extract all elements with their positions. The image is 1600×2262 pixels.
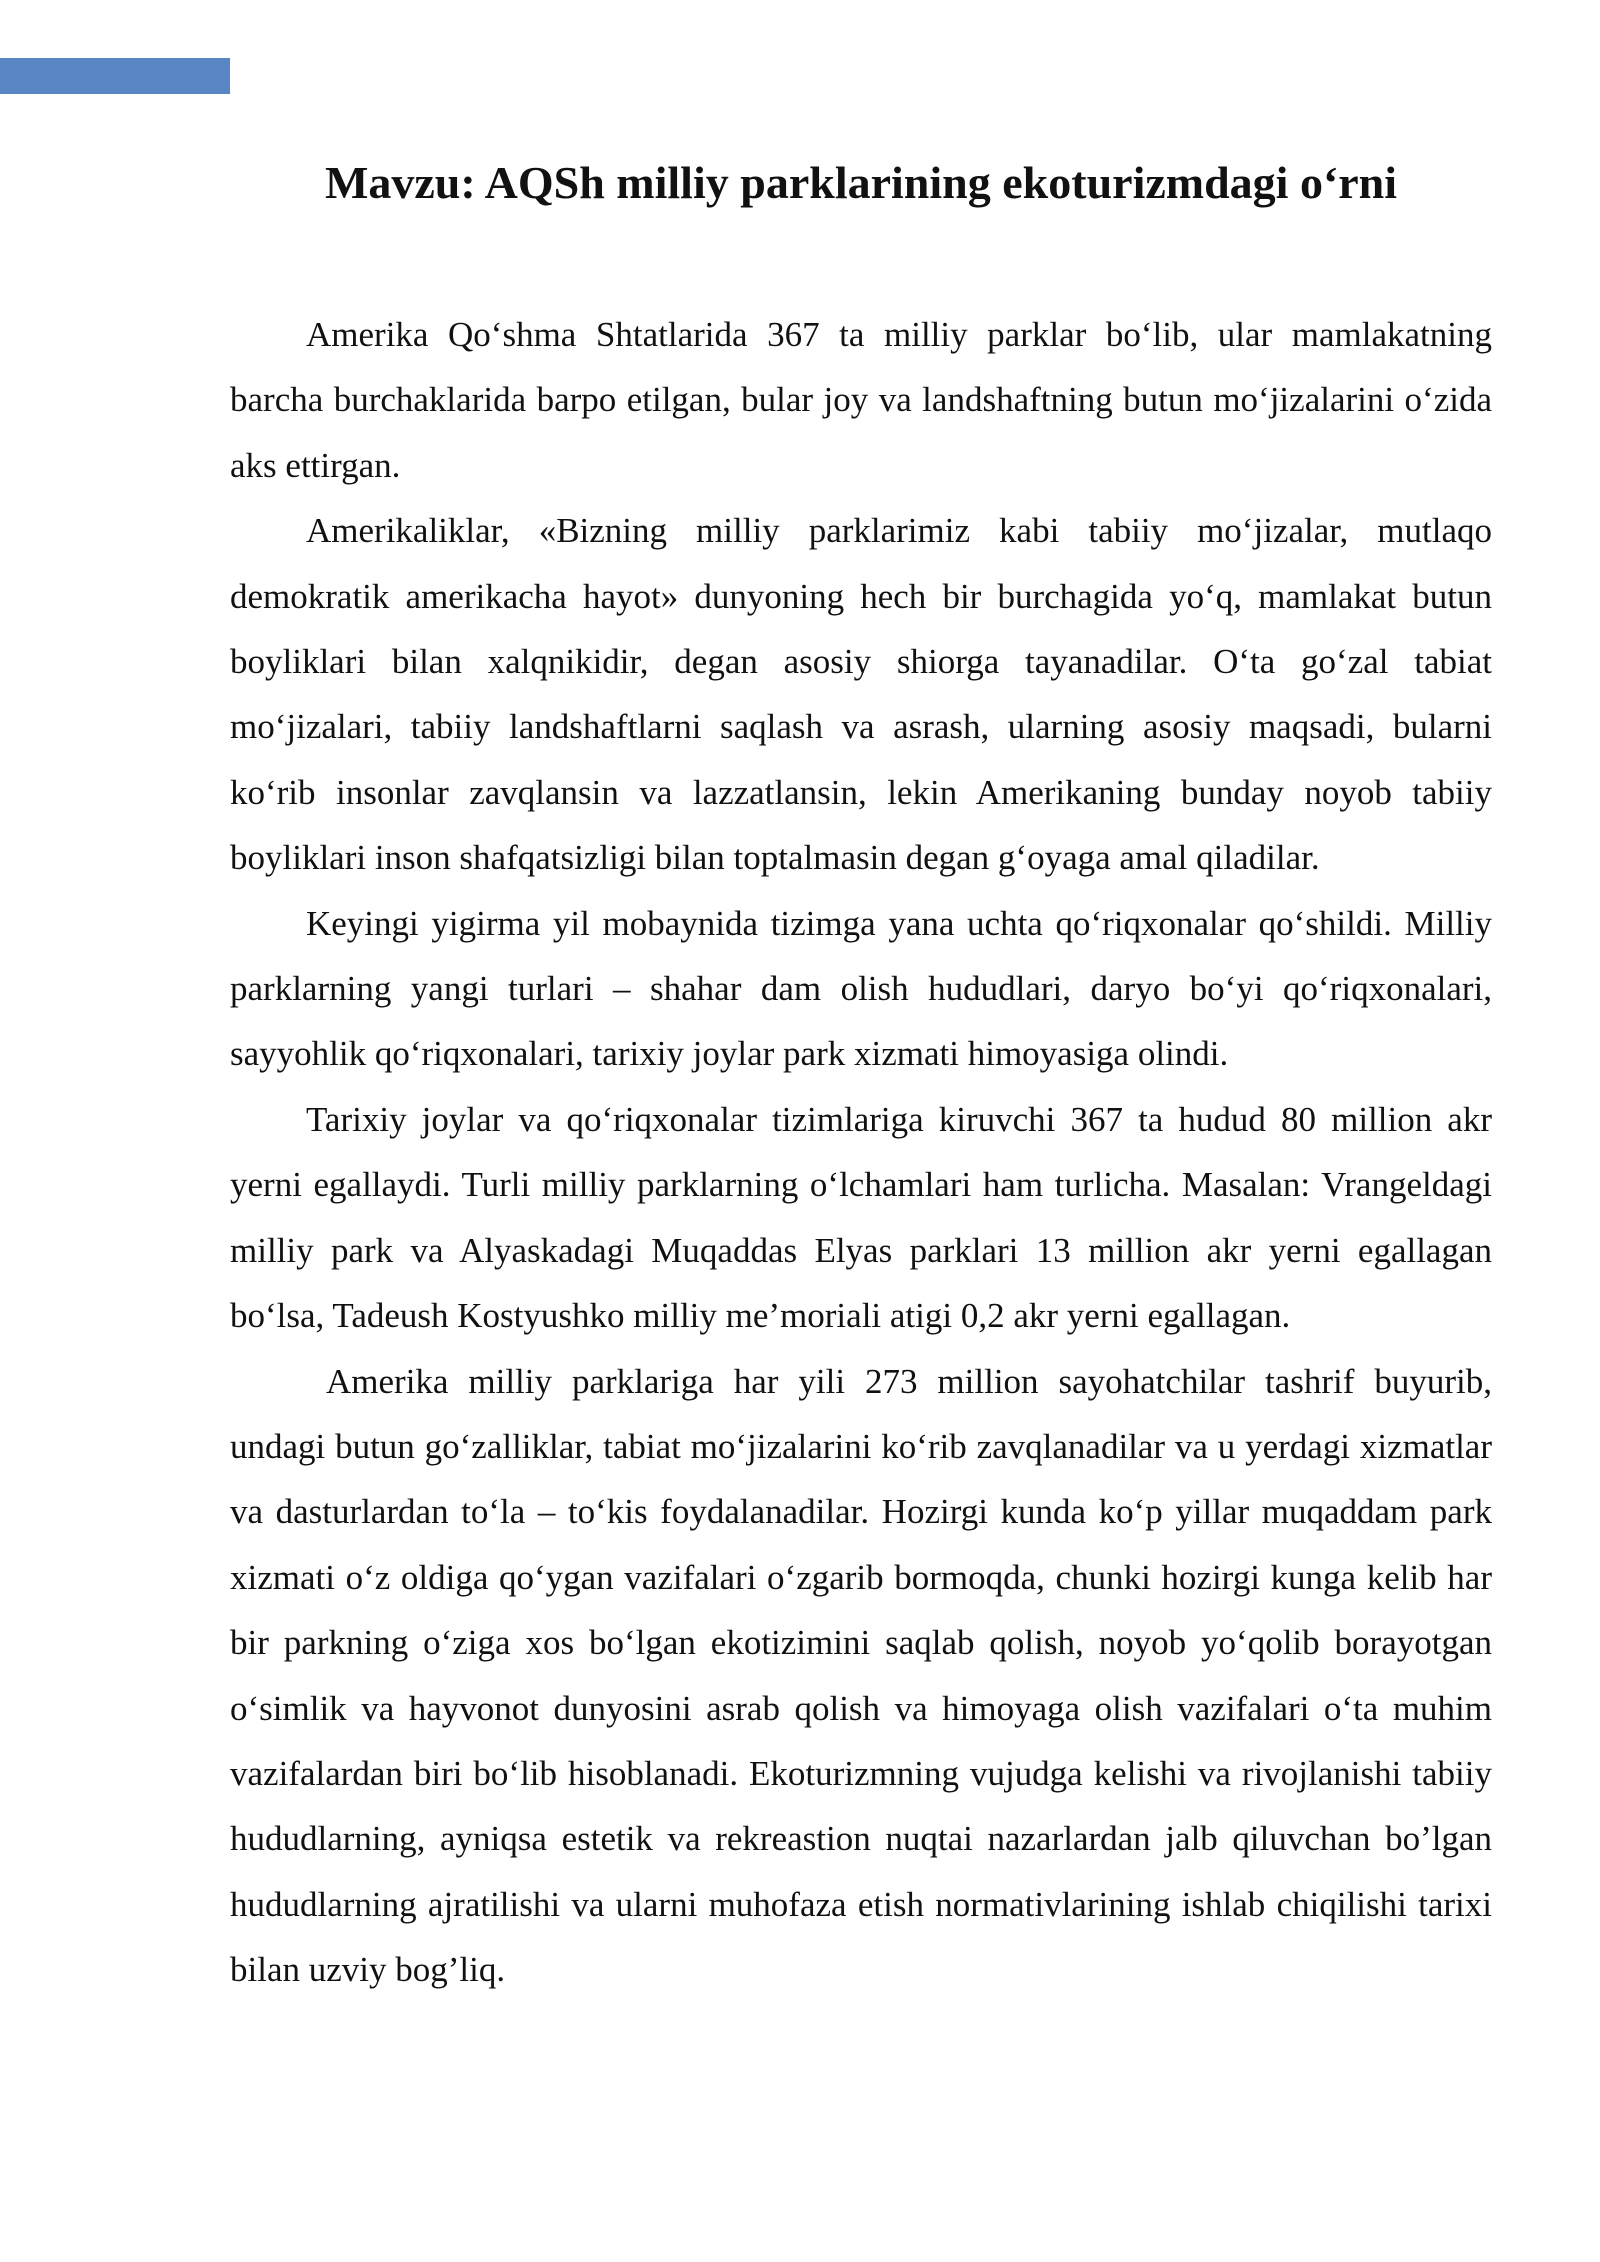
paragraph-5: Amerika milliy parklariga har yili 273 million sayohatchilar tashrif buyurib, undagi butun go‘zalliklar, tabiat mo‘jizalarini ko‘rib zavqlanadilar va u yerdagi xizmatlar va dasturlardan to‘la – to‘kis foydalanadilar. Hozirgi kunda ko‘p yillar muqaddam park xizmati o‘z oldiga qo‘ygan vazifalari o‘zgarib bormoqda, chunki hozirgi kunga kelib har bir parkning o‘ziga xos bo‘lgan ekotizimini saqlab qolish, noyob yo‘qolib borayotgan o‘simlik va hayvonot dunyosini asrab qolish va himoyaga olish vazifalari o‘ta muhim vazifalardan biri bo‘lib hisoblanadi. Ekoturizmning vujudga kelishi va rivojlanishi tabiiy hududlarning, ayniqsa estetik va rekreastion nuqtai nazarlardan jalb qiluvchan bo’lgan hududlarning ajratilishi va ularni muhofaza etish normativlarining ishlab chiqilishi tarixi bilan uzviy bog’liq. [230, 1361, 1492, 1990]
paragraph-4: Tarixiy joylar va qo‘riqxonalar tizimlariga kiruvchi 367 ta hudud 80 million akr yerni egallaydi. Turli milliy parklarning o‘lchamlari ham turlicha. Masalan: Vrangeldagi milliy park va Alyaskadagi Muqaddas Elyas parklari 13 million akr yerni egallagan bo‘lsa, Tadeush Kostyushko milliy me’moriali atigi 0,2 akr yerni egallagan. [230, 1099, 1492, 1336]
paragraph-1: Amerika Qo‘shma Shtatlarida 367 ta milliy parklar bo‘lib, ular mamlakatning barcha burchaklarida barpo etilgan, bular joy va landshaftning butun mo‘jizalarini o‘zida aks ettirgan. [230, 315, 1492, 485]
document-body [230, 302, 1492, 2003]
paragraph-3: Keyingi yigirma yil mobaynida tizimga yana uchta qo‘riqxonalar qo‘shildi. Milliy parklarning yangi turlari – shahar dam olish hududlari, daryo bo‘yi qo‘riqxonalari, sayyohlik qo‘riqxonalari, tarixiy joylar park xizmati himoyasiga olindi. [230, 903, 1492, 1074]
paragraph-2: Amerikaliklar, «Bizning milliy parklarimiz kabi tabiiy mo‘jizalar, mutlaqo demokratik amerikacha hayot» dunyoning hech bir burchagida yo‘q, mamlakat butun boyliklari bilan xalqnikidir, degan asosiy shiorga tayanadilar. O‘ta go‘zal tabiat mo‘jizalari, tabiiy landshaftlarni saqlash va asrash, ularning asosiy maqsadi, bularni ko‘rib insonlar zavqlansin va lazzatlansin, lekin Amerikaning bunday noyob tabiiy boyliklari inson shafqatsizligi bilan toptalmasin degan g‘oyaga amal qiladilar. [230, 511, 1492, 878]
page-title: Mavzu: AQSh milliy parklarining ekoturizmdagi o‘rni [324, 157, 1398, 208]
header-accent-bar [0, 58, 230, 94]
